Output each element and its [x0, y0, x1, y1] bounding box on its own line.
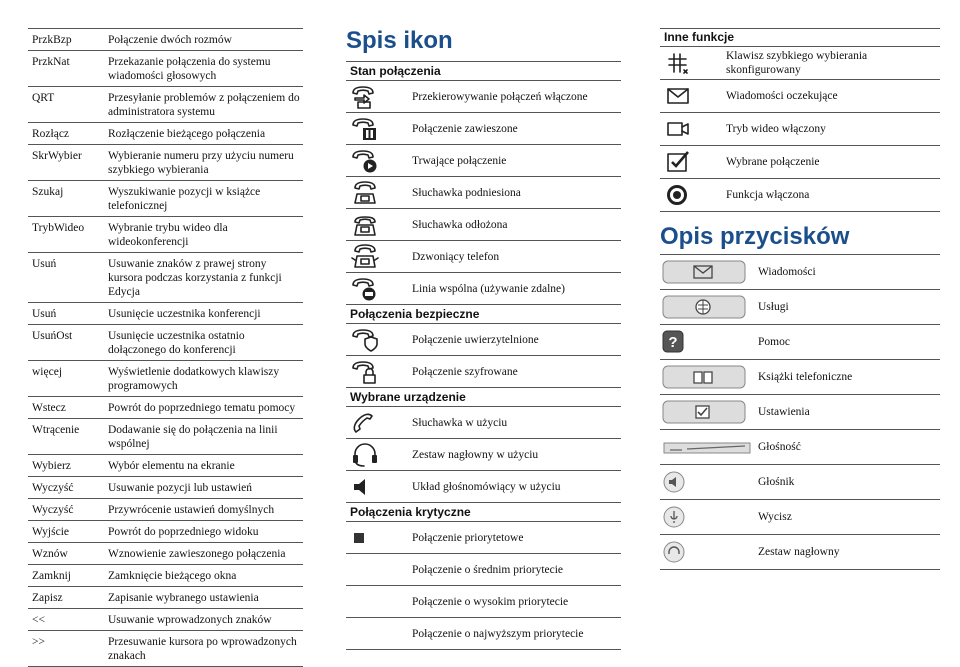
volume-bar-icon [660, 435, 754, 459]
button-legend-label: Książki telefoniczne [758, 371, 853, 383]
speed-dial-icon [660, 50, 724, 76]
softkey-name: PrzkBzp [32, 34, 72, 46]
envelope-icon [660, 83, 724, 109]
softkey-row [28, 325, 303, 361]
softkey-description: Usuwanie pozycji lub ustawień [108, 482, 253, 494]
call-connected-icon [346, 148, 410, 174]
softkey-name: Wznów [32, 548, 68, 560]
softkey-description: Zamknięcie bieżącego okna [108, 570, 237, 582]
speakerphone-icon [346, 474, 410, 500]
softkey-description: Połączenie dwóch rozmów [108, 34, 232, 46]
softkey-description: Przywrócenie ustawień domyślnych [108, 504, 275, 516]
softkey-name: Rozłącz [32, 128, 70, 140]
softkey-description: Rozłączenie bieżącego połączenia [108, 128, 266, 140]
icon-legend-label: Słuchawka odłożona [412, 218, 508, 231]
icon-legend-label: Wybrane połączenie [726, 156, 820, 168]
icon-legend-label: Przekierowywanie połączeń włączone [412, 90, 588, 103]
softkey-row [28, 361, 303, 397]
checkbox-checked-icon [660, 149, 724, 175]
softkey-row [28, 587, 303, 609]
video-camera-icon [660, 116, 724, 142]
services-button-icon [660, 295, 754, 319]
secure-calls-heading: Połączenia bezpieczne [346, 305, 621, 324]
softkey-name: więcej [32, 366, 63, 378]
softkey-description: Wyszukiwanie pozycji w książce telefonicznej [108, 186, 261, 212]
button-legend-label: Ustawienia [758, 406, 810, 418]
softkey-description: Przesyłanie problemów z połączeniem do administratora systemu [108, 92, 300, 118]
icon-legend-row [346, 209, 621, 241]
highest-priority-icon [346, 621, 410, 647]
softkey-row [28, 87, 303, 123]
handset-off-hook-icon [346, 180, 410, 206]
button-legend-label: Pomoc [758, 336, 790, 348]
softkey-row [28, 29, 303, 51]
icon-legend-label: Klawisz szybkiego wybierania skonfigurowany [726, 50, 868, 76]
button-legend-label: Zestaw nagłowny [758, 546, 840, 558]
icon-legend-row [346, 522, 621, 554]
headset-icon [346, 442, 410, 468]
softkey-description: Wybór elementu na ekranie [108, 460, 235, 472]
button-legend-label: Usługi [758, 301, 789, 313]
icon-legend-row [346, 113, 621, 145]
softkey-name: Zamknij [32, 570, 71, 582]
critical-calls-list [346, 522, 621, 650]
softkey-name: Wybierz [32, 460, 71, 472]
softkey-description: Powrót do poprzedniego tematu pomocy [108, 402, 296, 414]
softkey-name: Usuń [32, 308, 57, 320]
button-legend-row [660, 500, 940, 535]
other-features-list [660, 47, 940, 212]
icons-column [346, 28, 621, 650]
other-features-heading: Inne funkcje [660, 28, 940, 47]
icon-legend-row [346, 407, 621, 439]
icon-legend-label: Połączenie priorytetowe [412, 531, 524, 544]
icon-legend-row [346, 324, 621, 356]
help-button-icon [660, 330, 754, 354]
softkey-description: Wybieranie numeru przy użyciu numeru szybkiego wybierania [108, 150, 294, 176]
softkey-description: Wybranie trybu wideo dla wideokonferencji [108, 222, 228, 248]
softkey-description: Wznowienie zawieszonego połączenia [108, 548, 286, 560]
icon-legend-row [346, 471, 621, 503]
softkey-description: Usuwanie wprowadzonych znaków [108, 614, 272, 626]
icon-legend-label: Połączenie szyfrowane [412, 365, 518, 378]
buttons-list [660, 255, 940, 570]
feature-enabled-icon [660, 182, 724, 208]
icon-legend-row [346, 81, 621, 113]
authenticated-call-icon [346, 327, 410, 353]
softkey-description: Wyświetlenie dodatkowych klawiszy programowych [108, 366, 280, 392]
button-legend-row [660, 325, 940, 360]
messages-button-icon [660, 260, 754, 284]
softkey-row [28, 499, 303, 521]
softkey-name: PrzkNat [32, 56, 70, 68]
icon-legend-label: Tryb wideo włączony [726, 123, 826, 135]
softkey-name: Zapisz [32, 592, 63, 604]
softkey-row [28, 217, 303, 253]
icons-section-title: Spis ikon [346, 27, 453, 54]
icon-legend-label: Wiadomości oczekujące [726, 90, 838, 102]
icon-legend-row [660, 80, 940, 113]
softkey-row [28, 253, 303, 303]
selected-device-list [346, 407, 621, 503]
button-legend-label: Głośność [758, 441, 801, 453]
mute-button-icon [660, 505, 754, 529]
handset-icon [346, 410, 410, 436]
softkey-name: Wyczyść [32, 482, 74, 494]
button-legend-row [660, 360, 940, 395]
high-priority-icon [346, 589, 410, 615]
softkey-description: Usunięcie uczestnika ostatnio dołączonego do konferencji [108, 330, 245, 356]
softkey-description: Powrót do poprzedniego widoku [108, 526, 259, 538]
icon-legend-label: Słuchawka w użyciu [412, 416, 508, 429]
icon-legend-label: Funkcja włączona [726, 189, 810, 201]
icon-legend-row [346, 241, 621, 273]
softkey-table [28, 28, 303, 667]
call-state-heading: Stan połączenia [346, 62, 621, 81]
icon-legend-label: Trwające połączenie [412, 154, 507, 167]
button-legend-label: Wiadomości [758, 266, 816, 278]
softkey-name: TrybWideo [32, 222, 85, 234]
buttons-section-title: Opis przycisków [660, 223, 850, 250]
icon-legend-row [346, 145, 621, 177]
button-legend-row [660, 535, 940, 570]
icon-legend-label: Zestaw nagłowny w użyciu [412, 448, 539, 461]
softkey-row [28, 631, 303, 667]
icon-legend-label: Dzwoniący telefon [412, 250, 500, 263]
svg-text:?: ? [668, 334, 678, 351]
softkey-name: UsuńOst [32, 330, 73, 342]
softkey-name: SkrWybier [32, 150, 82, 162]
icon-legend-label: Połączenie uwierzytelnione [412, 333, 539, 346]
softkey-row [28, 123, 303, 145]
call-forward-icon [346, 84, 410, 110]
softkey-name: Szukaj [32, 186, 64, 198]
icon-legend-row [660, 113, 940, 146]
button-legend-label: Wycisz [758, 511, 792, 523]
button-legend-row [660, 395, 940, 430]
critical-calls-heading: Połączenia krytyczne [346, 503, 621, 522]
call-hold-icon [346, 116, 410, 142]
softkey-row [28, 397, 303, 419]
settings-button-icon [660, 400, 754, 424]
icon-legend-row [660, 179, 940, 212]
softkey-name: >> [32, 636, 45, 648]
icon-legend-row [346, 586, 621, 618]
softkey-name: QRT [32, 92, 55, 104]
softkey-row [28, 455, 303, 477]
button-legend-label: Głośnik [758, 476, 795, 488]
secure-calls-list [346, 324, 621, 388]
softkey-name: Wstecz [32, 402, 66, 414]
softkey-row [28, 609, 303, 631]
handset-on-hook-icon [346, 212, 410, 238]
button-legend-row [660, 290, 940, 325]
softkey-description: Przesuwanie kursora po wprowadzonych znakach [108, 636, 297, 662]
icon-legend-label: Połączenie o najwyższym priorytecie [412, 627, 584, 640]
directories-button-icon [660, 365, 754, 389]
selected-device-heading: Wybrane urządzenie [346, 388, 621, 407]
icon-legend-row [346, 273, 621, 305]
shared-line-icon [346, 276, 410, 302]
softkey-name: << [32, 614, 45, 626]
icon-legend-label: Słuchawka podniesiona [412, 186, 521, 199]
icon-legend-label: Linia wspólna (używanie zdalne) [412, 282, 565, 295]
softkey-row [28, 51, 303, 87]
icon-legend-row [660, 146, 940, 179]
softkey-description: Usuwanie znaków z prawej strony kursora podczas korzystania z funkcji Edycja [108, 258, 282, 298]
softkey-row [28, 565, 303, 587]
icon-legend-row [346, 177, 621, 209]
softkey-row [28, 543, 303, 565]
softkey-row [28, 521, 303, 543]
icon-legend-row [346, 554, 621, 586]
icon-legend-label: Połączenie o wysokim priorytecie [412, 595, 569, 608]
button-legend-row [660, 465, 940, 500]
icon-legend-row [346, 439, 621, 471]
softkey-row [28, 181, 303, 217]
speaker-button-icon [660, 470, 754, 494]
icon-legend-label: Połączenie zawieszone [412, 122, 518, 135]
softkey-name: Wtrącenie [32, 424, 80, 436]
softkey-row [28, 303, 303, 325]
softkey-description: Dodawanie się do połączenia na linii wspólnej [108, 424, 278, 450]
icon-legend-label: Połączenie o średnim priorytecie [412, 563, 564, 576]
button-legend-row [660, 255, 940, 290]
medium-priority-icon [346, 557, 410, 583]
button-legend-row [660, 430, 940, 465]
icon-legend-label: Układ głośnomówiący w użyciu [412, 480, 561, 493]
softkey-name: Usuń [32, 258, 57, 270]
softkey-row [28, 477, 303, 499]
features-column [660, 28, 940, 570]
call-state-list [346, 81, 621, 305]
icon-legend-row [346, 356, 621, 388]
softkey-name: Wyjście [32, 526, 69, 538]
encrypted-call-icon [346, 359, 410, 385]
softkey-row [28, 145, 303, 181]
softkey-row [28, 419, 303, 455]
icon-legend-row [346, 618, 621, 650]
softkey-description: Zapisanie wybranego ustawienia [108, 592, 259, 604]
softkey-description: Usunięcie uczestnika konferencji [108, 308, 261, 320]
softkey-description: Przekazanie połączenia do systemu wiadomości głosowych [108, 56, 271, 82]
priority-icon [346, 525, 410, 551]
headset-button-icon [660, 540, 754, 564]
softkey-name: Wyczyść [32, 504, 74, 516]
icon-legend-row [660, 47, 940, 80]
softkey-column [28, 28, 303, 667]
ringing-phone-icon [346, 244, 410, 270]
